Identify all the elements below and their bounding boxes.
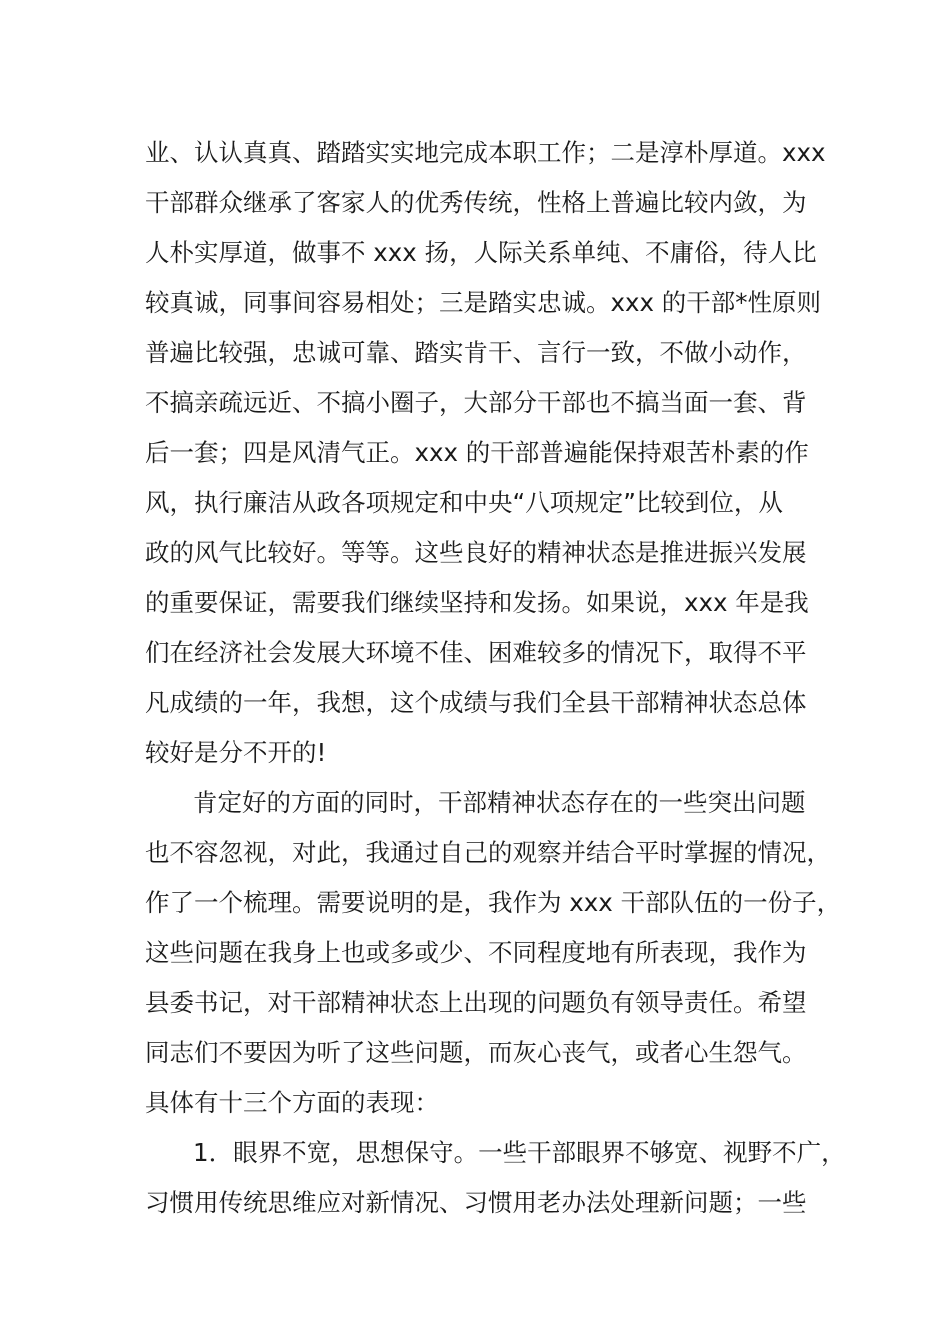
text-line: 习惯用传统思维应对新情况、习惯用老办法处理新问题；一些 <box>145 1188 807 1217</box>
text-line: 业、认认真真、踏踏实实地完成本职工作；二是淳朴厚道。xxx <box>145 138 826 167</box>
text-line: 县委书记，对干部精神状态上出现的问题负有领导责任。希望 <box>145 988 807 1017</box>
text-line: 人朴实厚道，做事不 xxx 扬，人际关系单纯、不庸俗，待人比 <box>145 238 817 267</box>
text-line: 们在经济社会发展大环境不佳、困难较多的情况下，取得不平 <box>145 638 807 667</box>
text-line: 不搞亲疏远近、不搞小圈子，大部分干部也不搞当面一套、背 <box>145 388 807 417</box>
text-line: 后一套；四是风清气正。xxx 的干部普遍能保持艰苦朴素的作 <box>145 438 809 467</box>
text-line: 较好是分不开的! <box>145 738 327 767</box>
paragraph-start-line: 肯定好的方面的同时，干部精神状态存在的一些突出问题 <box>193 788 806 817</box>
text-line: 同志们不要因为听了这些问题，而灰心丧气，或者心生怨气。 <box>145 1038 807 1067</box>
text-line: 政的风气比较好。等等。这些良好的精神状态是推进振兴发展 <box>145 538 807 567</box>
numbered-item-start-line: 1．眼界不宽，思想保守。一些干部眼界不够宽、视野不广， <box>193 1138 846 1167</box>
text-line: 也不容忽视，对此，我通过自己的观察并结合平时掌握的情况， <box>145 838 831 867</box>
text-line: 具体有十三个方面的表现： <box>145 1088 439 1117</box>
document-body-text <box>145 128 846 1228</box>
text-line: 风，执行廉洁从政各项规定和中央“八项规定”比较到位，从 <box>145 488 783 517</box>
text-line: 较真诚，同事间容易相处；三是踏实忠诚。xxx 的干部*性原则 <box>145 288 822 317</box>
text-line: 这些问题在我身上也或多或少、不同程度地有所表现，我作为 <box>145 938 807 967</box>
text-line: 干部群众继承了客家人的优秀传统，性格上普遍比较内敛，为 <box>145 188 807 217</box>
text-line: 普遍比较强，忠诚可靠、踏实肯干、言行一致，不做小动作， <box>145 338 807 367</box>
text-line: 凡成绩的一年，我想，这个成绩与我们全县干部精神状态总体 <box>145 688 807 717</box>
text-line: 的重要保证，需要我们继续坚持和发扬。如果说，xxx 年是我 <box>145 588 809 617</box>
text-line: 作了一个梳理。需要说明的是，我作为 xxx 干部队伍的一份子， <box>145 888 842 917</box>
